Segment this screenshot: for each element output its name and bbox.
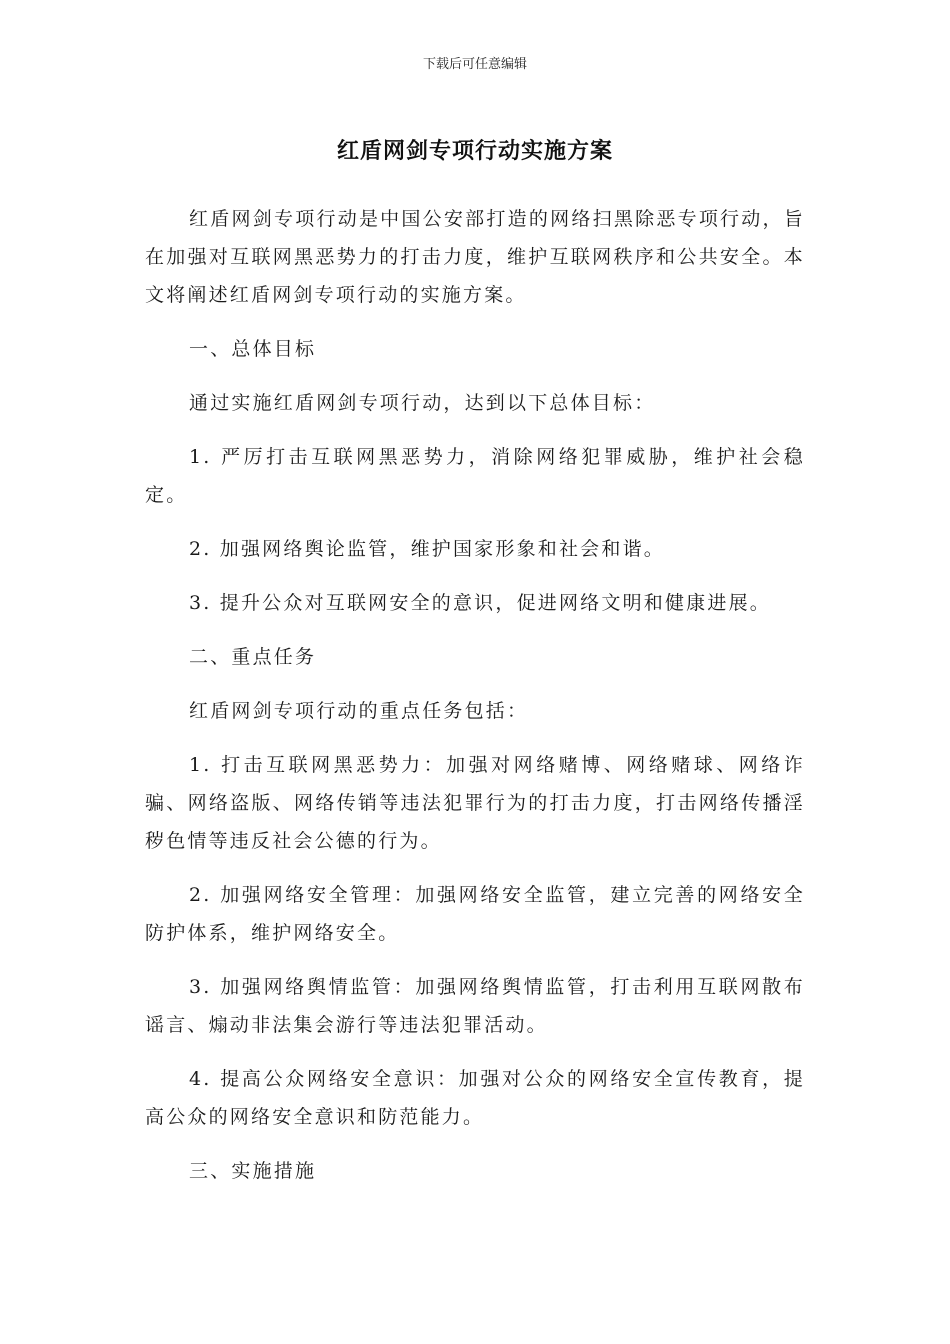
list-item-goal-1: 1. 严厉打击互联网黑恶势力，消除网络犯罪威胁，维护社会稳定。 xyxy=(145,446,805,506)
page-header-note: 下载后可任意编辑 xyxy=(422,57,527,72)
list-item-goal-3: 3. 提升公众对互联网安全的意识，促进网络文明和健康进展。 xyxy=(189,592,771,614)
document-body xyxy=(145,200,805,1206)
list-item-task-1: 1. 打击互联网黑恶势力：加强对网络赌博、网络赌球、网络诈骗、网络盗版、网络传销等违法犯罪行为的打击力度，打击网络传播淫秽色情等违反社会公德的行为。 xyxy=(145,754,805,852)
list-item-task-4: 4. 提高公众网络安全意识：加强对公众的网络安全宣传教育，提高公众的网络安全意识和防范能力。 xyxy=(145,1068,805,1128)
list-item-task-3: 3. 加强网络舆情监管：加强网络舆情监管，打击利用互联网散布谣言、煽动非法集会游行等违法犯罪活动。 xyxy=(145,976,805,1036)
section-heading-overall-goals: 一、总体目标 xyxy=(189,338,317,360)
section-heading-key-tasks: 二、重点任务 xyxy=(189,646,317,668)
paragraph-goals-intro: 通过实施红盾网剑专项行动，达到以下总体目标： xyxy=(189,392,656,414)
list-item-task-2: 2. 加强网络安全管理：加强网络安全监管，建立完善的网络安全防护体系，维护网络安全。 xyxy=(145,884,805,944)
list-item-goal-2: 2. 加强网络舆论监管，维护国家形象和社会和谐。 xyxy=(189,538,665,560)
paragraph-tasks-intro: 红盾网剑专项行动的重点任务包括： xyxy=(189,700,529,722)
document-title: 红盾网剑专项行动实施方案 xyxy=(336,139,613,164)
paragraph-intro: 红盾网剑专项行动是中国公安部打造的网络扫黑除恶专项行动，旨在加强对互联网黑恶势力的打击力度，维护互联网秩序和公共安全。本文将阐述红盾网剑专项行动的实施方案。 xyxy=(145,208,805,306)
section-heading-measures: 三、实施措施 xyxy=(189,1160,317,1182)
